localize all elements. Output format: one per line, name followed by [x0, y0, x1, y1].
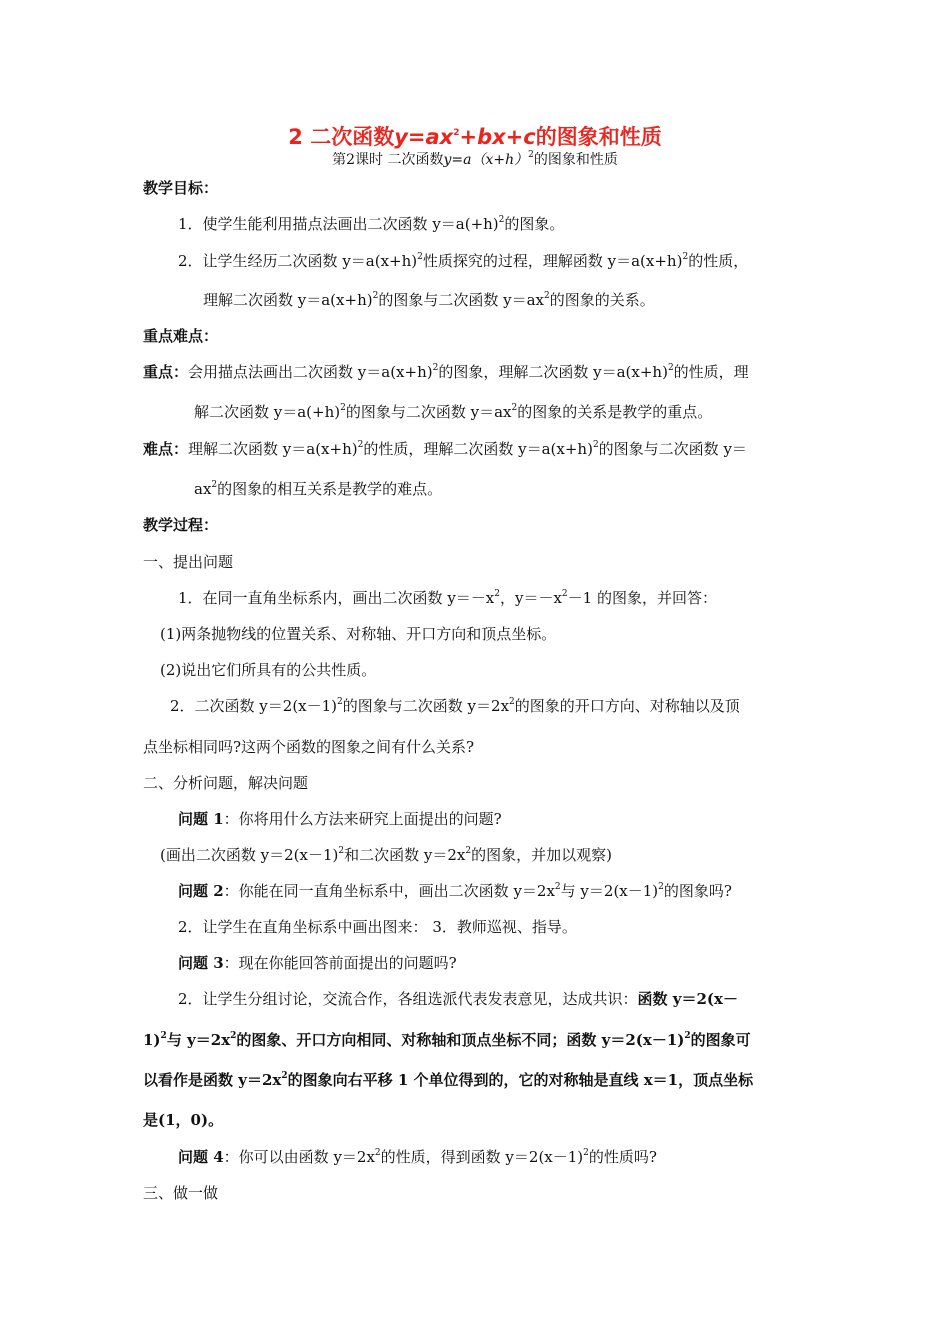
discussion-line-3: 以看作是函数 $y=2x^2$的图象向右平移 1 个单位得到的，它的对称轴是直线 x＝1，顶点坐标 [143, 1071, 754, 1089]
question-2-cont: 点坐标相同吗?这两个函数的图象之间有什么关系? [143, 738, 475, 756]
difficulty-line-2: $ax^2$的图象的相互关系是教学的难点。 [194, 480, 443, 498]
problem-1-note: (画出二次函数 $y=2(x-1)^2$和二次函数 $y=2x^2$的图象，并加以观察) [160, 846, 612, 864]
keypoints-heading: 重点难点： [143, 327, 219, 345]
discussion-line-1: 2．让学生分组讨论，交流合作，各组选派代表发表意见，达成共识：函数 y＝2(x－ [178, 990, 738, 1008]
page-title: 2 二次函数$y=ax^2+bx+c$的图象和性质 [288, 125, 662, 149]
section-2-title: 二、分析问题，解决问题 [143, 774, 309, 792]
process-heading: 教学过程： [143, 516, 219, 534]
question-1: 1．在同一直角坐标系内，画出二次函数 $y=-x^2$，$y=-x^2-1$ 的图象，并回答： [178, 589, 717, 607]
problem-1: 问题 1：你将用什么方法来研究上面提出的问题? [178, 810, 502, 828]
key-point-line-1: 重点：会用描点法画出二次函数 $y=a(x+h)^2$的图象，理解二次函数 $y=a(x+h)^2$的性质，理 [143, 363, 749, 381]
question-2: 2．二次函数 $y=2(x-1)^2$的图象与二次函数 $y=2x^2$的图象的开口方向、对称轴以及顶 [170, 697, 740, 715]
step-instructions: 2．让学生在直角坐标系中画出图来： 3．教师巡视、指导。 [178, 918, 577, 936]
objectives-heading: 教学目标： [143, 179, 219, 197]
discussion-line-4: 是(1，0)。 [143, 1111, 224, 1129]
objective-item-2: 2．让学生经历二次函数 $y=a(x+h)^2$性质探究的过程，理解函数 $y=a(x+h)^2$的性质， [178, 252, 749, 270]
problem-4: 问题 4：你可以由函数 $y=2x^2$的性质，得到函数 $y=2(x-1)^2$的性质吗? [178, 1148, 657, 1166]
discussion-line-2: 1)$^2$与 $y=2x^2$的图象、开口方向相同、对称轴和顶点坐标不同；函数 $y=2(x-1)^2$的图象可 [143, 1031, 751, 1049]
key-point-line-2: 解二次函数 $y=a(+h)^2$的图象与二次函数 $y=ax^2$的图象的关系是教学的重点。 [194, 403, 713, 421]
problem-2: 问题 2：你能在同一直角坐标系中，画出二次函数 $y=2x^2$与 $y=2(x-1)^2$的图象吗? [178, 882, 732, 900]
objective-item-1: 1．使学生能利用描点法画出二次函数 $y=a(+h)^2$的图象。 [178, 215, 565, 233]
question-1-sub-2: (2)说出它们所具有的公共性质。 [160, 661, 377, 679]
page-subtitle: 第2课时 二次函数$y=a(x+h)^2$的图象和性质 [332, 150, 618, 168]
section-1-title: 一、提出问题 [143, 553, 234, 571]
difficulty-line-1: 难点：理解二次函数 $y=a(x+h)^2$的性质，理解二次函数 $y=a(x+h)^2$的图象与二次函数 y＝ [143, 440, 747, 458]
section-3-title: 三、做一做 [143, 1184, 219, 1202]
objective-item-2-cont: 理解二次函数 $y=a(x+h)^2$的图象与二次函数 $y=ax^2$的图象的关系。 [203, 291, 655, 309]
question-1-sub-1: (1)两条抛物线的位置关系、对称轴、开口方向和顶点坐标。 [160, 625, 557, 643]
problem-3: 问题 3：现在你能回答前面提出的问题吗? [178, 954, 457, 972]
